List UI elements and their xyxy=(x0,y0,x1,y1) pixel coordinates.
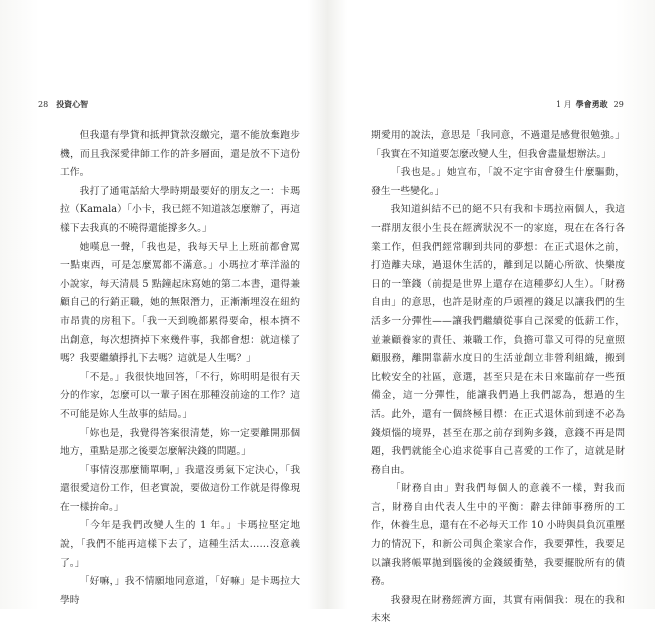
paragraph: 我知道糾結不已的絕不只有我和卡瑪拉兩個人，我這一群朋友很小生長在經濟狀況不一的家庭，現在在各行各業工作，但我們經常聊到共同的夢想：在正式退休之前，打造離夫球，過退休生活的，離到足以隨心所欲、快樂度日的一筆錢（前提是世界上還存在這種夢幻人生）。「財務自由」的意思，也許是財產的戶頭裡的錢足以讓我們的生活多一分彈性——讓我們繼續從事自己深愛的低薪工作，並兼顧養家的責任、兼職工作，負擔可靠又可得的兒童照顧服務，離開靠薪水度日的生活並創立非營利組織，搬到比較安全的社區，意選，甚至只是在未日來臨前存一些預備金，這一分彈性，能讓我們過上我們認為，想過的生活。此外，還有一個終極目標：在正式退休前到達不必為錢煩惱的境界，甚至在那之前存到夠多錢，意錢不再是問題，我們就能全心追求從事自己喜愛的工作了，這就是財務自由。 xyxy=(371,204,625,476)
left-page-number: 28 xyxy=(38,100,49,109)
left-page-header xyxy=(38,99,88,110)
paragraph: 但我還有學貸和抵押貸款沒繳完，還不能放棄跑步機，而且我深愛律師工作的許多層面，還是放不下這份工作。 xyxy=(60,130,300,179)
paragraph: 「財務自由」對我們每個人的意義不一樣，對我而言，財務自由代表人生中的平衡：辭去律師事務所的工作，休養生息，還有在不必每天工作 10 小時與員負沉重壓力的情況下，和新公司與企業家合作，我要彈性，我要足以讓我將帳單拋到腦後的金錢緩衝墊，我要擺脫所有的債務。 xyxy=(371,483,625,588)
left-page-body xyxy=(60,127,300,610)
right-page-header xyxy=(556,99,624,110)
paragraph: 「好嘛，」我不情願地同意道，「好嘛」是卡瑪拉大學時 xyxy=(60,576,300,606)
paragraph: 「今年是我們改變人生的 1 年。」卡瑪拉堅定地說，「我們不能再這樣下去了，這種生活太……沒意義了。」 xyxy=(60,520,300,569)
right-page-body xyxy=(371,127,625,629)
paragraph: 我打了通電話給大學時期最要好的朋友之一：卡瑪拉（Kamala）「小卡，我已經不知道該怎麼辦了，再這樣下去我真的不曉得還能撐多久。」 xyxy=(60,185,300,234)
right-page-number: 29 xyxy=(613,100,624,109)
paragraph: 我發現在財務經濟方面，其實有兩個我：現在的我和未來 xyxy=(371,594,625,625)
paragraph: 「事情沒那麼簡單啊，」我還沒勇氣下定決心，「我還很愛這份工作，但老實說，要做這份工作就是得像現在一樣拚命。」 xyxy=(60,464,300,513)
paragraph: 期愛用的說法，意思是「我同意，不過還是感覺很勉強。」「我實在不知道要怎麼改變人生，但我會盡量想辦法。」 xyxy=(371,130,625,160)
paragraph: 「我也是。」她宣布，「說不定宇宙會發生什麼驅動，發生一些變化。」 xyxy=(371,167,625,197)
paragraph: 「不是。」我很快地回答，「不行，妳明明是很有天分的作家，怎麼可以一輩子困在那種沒前途的工作？這不可能是妳人生故事的結局。」 xyxy=(60,371,300,420)
right-running-title: 學會勇敢 xyxy=(575,99,608,109)
paragraph: 「妳也是，我覺得答案很清楚，妳一定要離開那個地方，重點是那之後要怎麼解決錢的問題。」 xyxy=(60,427,300,458)
paragraph: 她嘆息一聲，「我也是，我每天早上上班前都會罵一點東西，可是怎麼罵都不滿意。」小瑪拉才華洋溢的小說家，每天清晨 5 點鐘起床寫她的第二本書，還得兼顧自己的行銷正職，她的無限潛力，正漸漸埋沒在紐約市昂貴的房租下。「我一天到晚都累得要命，根本擠不出創意，每次想擠掉下來幾件事，我都會想：就這樣了嗎？我要繼續掙扎下去嗎？這就是人生嗎？」 xyxy=(60,241,300,365)
left-running-title: 投資心智 xyxy=(56,99,89,109)
chapter-label: 1 月 xyxy=(556,100,572,109)
left-page xyxy=(0,0,327,609)
